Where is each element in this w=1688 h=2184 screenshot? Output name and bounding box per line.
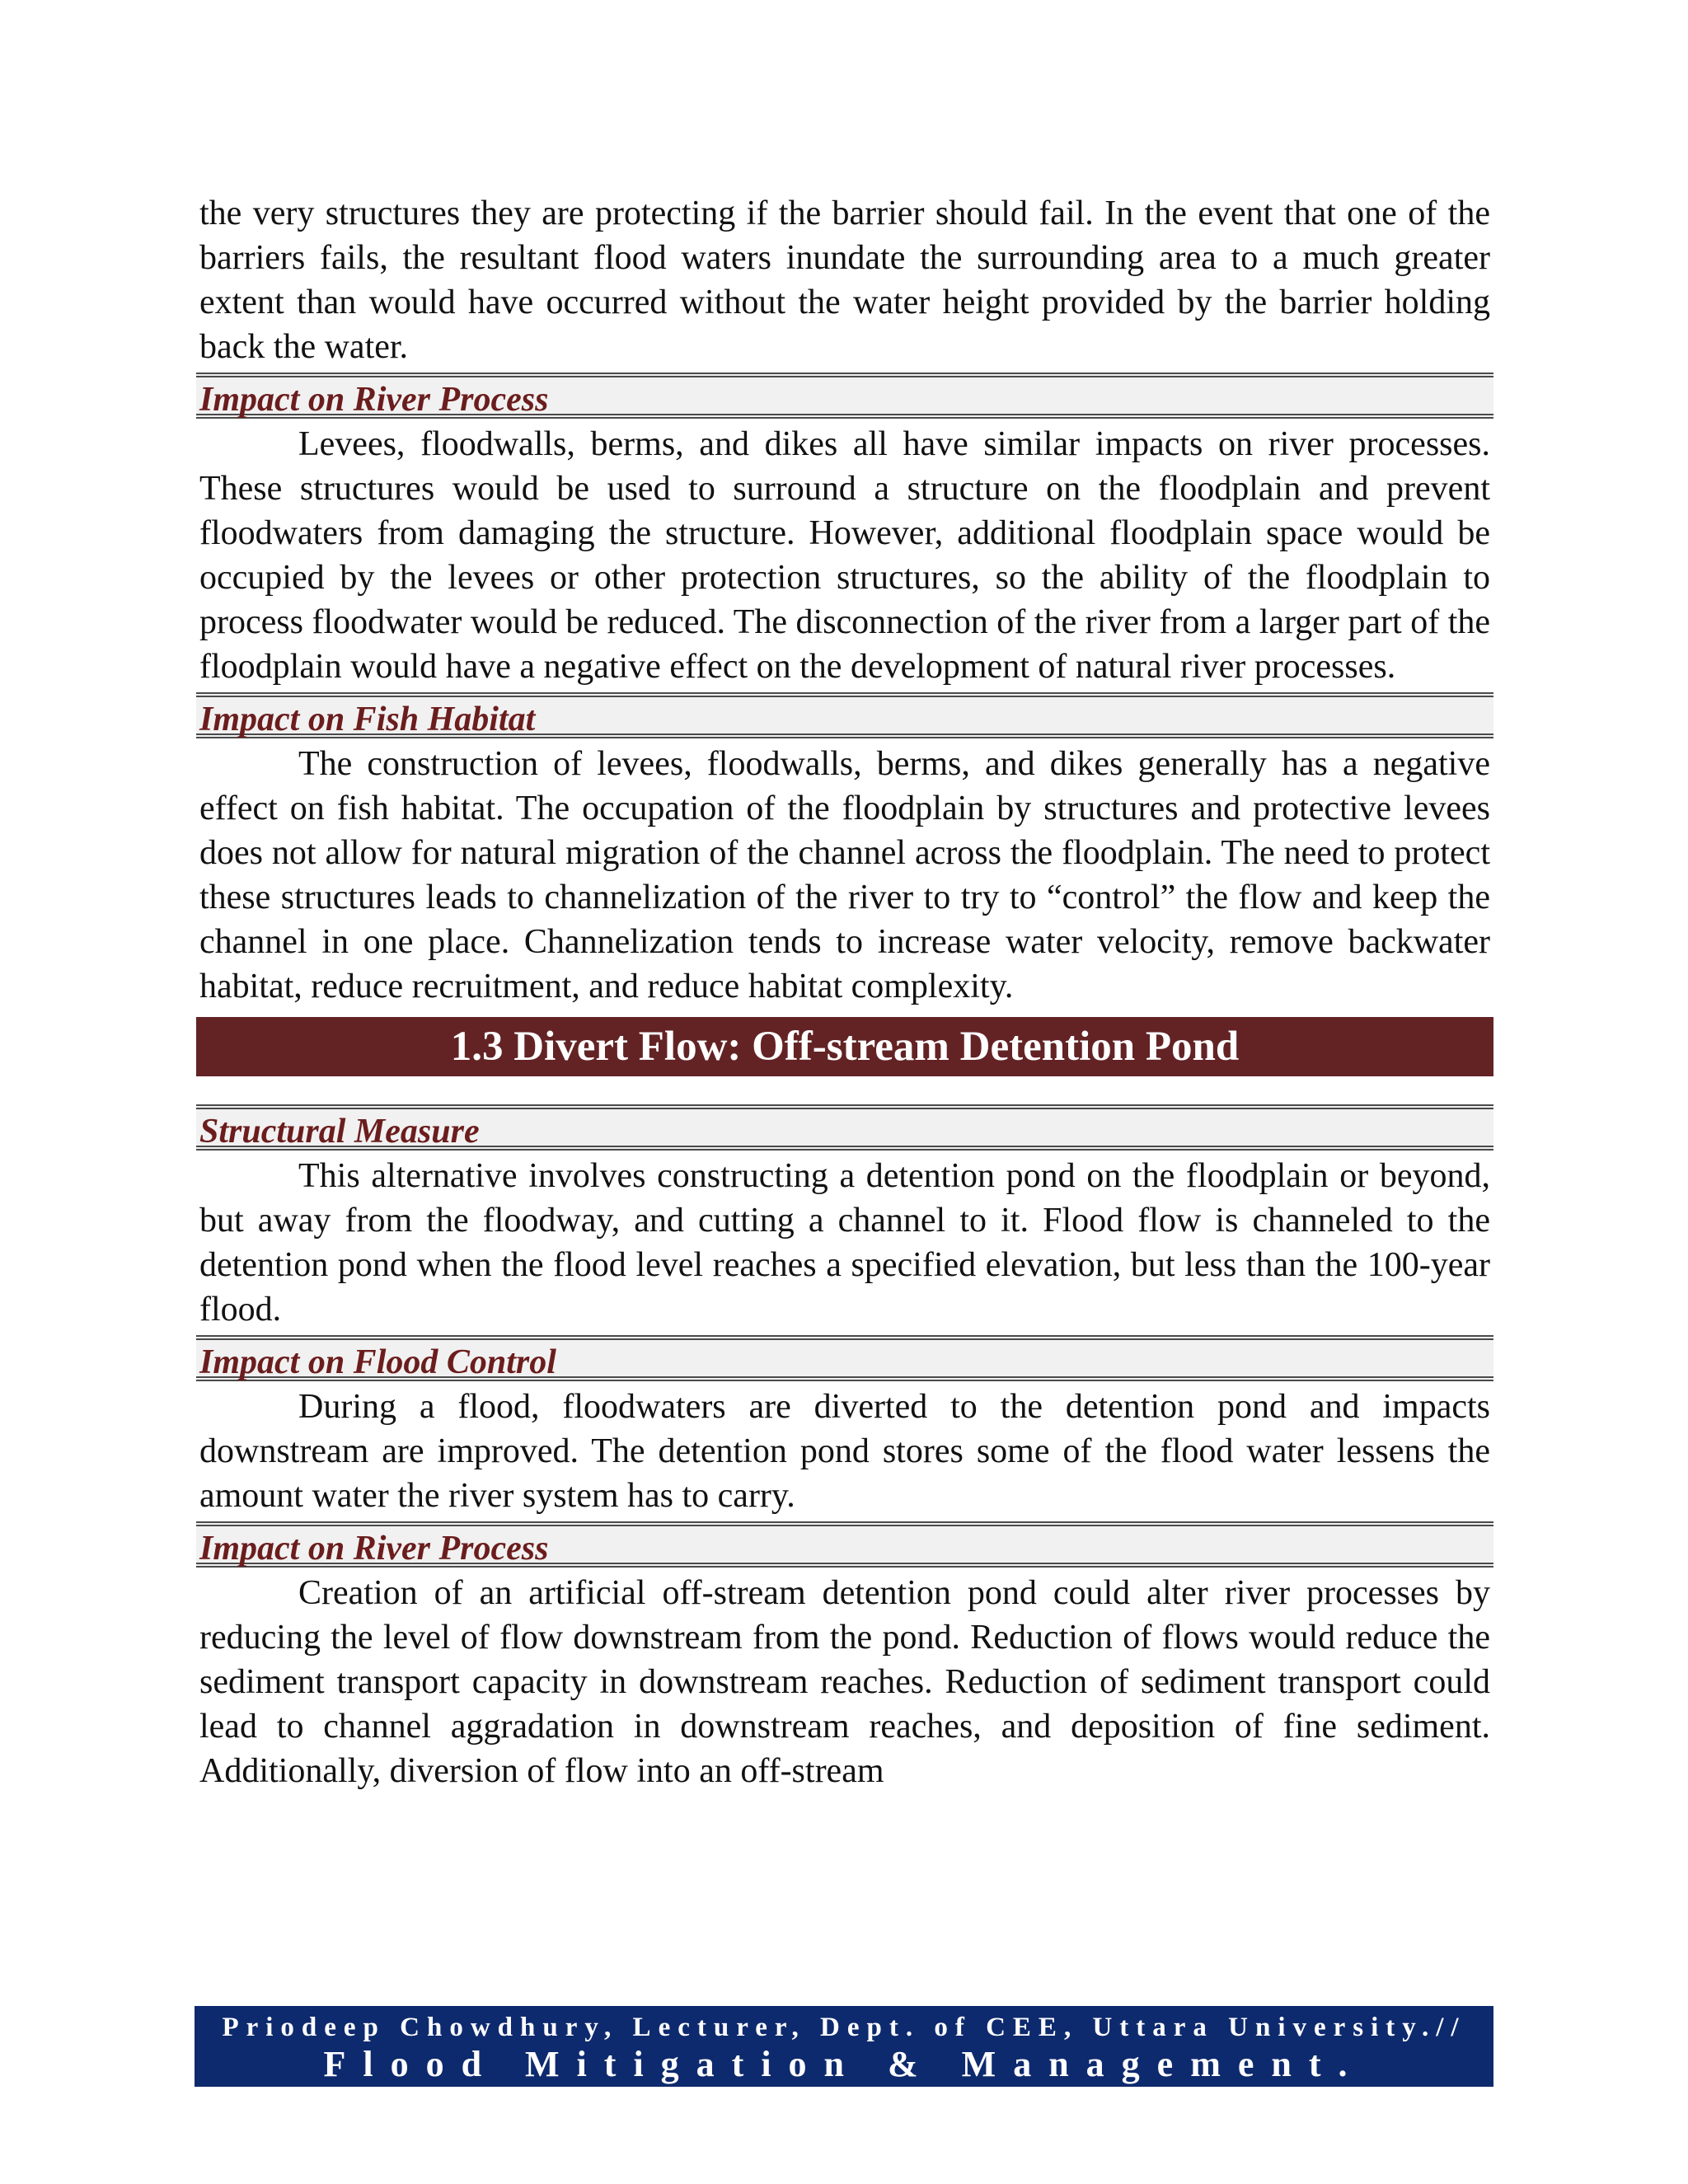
subheading-text: Impact on Fish Habitat <box>199 701 536 738</box>
document-page <box>196 191 1493 1795</box>
intro-paragraph: the very structures they are protecting if the barrier should fail. In the event that one of the barriers fails, the resultant flood waters inundate the surrounding area to a much greater extent than would have occurred without the water height provided by the barrier holding back the water. <box>199 194 1490 366</box>
subheading-impact-river-process-2 <box>196 1521 1493 1568</box>
page-footer <box>195 2006 1493 2087</box>
subheading-text: Impact on River Process <box>199 1530 549 1568</box>
footer-author-line: Priodeep Chowdhury, Lecturer, Dept. of CEE, Uttara University.// <box>222 2013 1466 2042</box>
fish-habitat-paragraph: The construction of levees, floodwalls, berms, and dikes generally has a negative effect on fish habitat. The occupation of the floodplain by structures and protective levees does not allow for natural migration of the channel across the floodplain. The need to protect these structures leads to channelization of the river to try to “control” the flow and keep the channel in one place. Channelization tends to increase water velocity, remove backwater habitat, reduce recruitment, and reduce habitat complexity. <box>199 745 1490 1005</box>
subheading-structural-measure <box>196 1104 1493 1151</box>
subheading-impact-river-process <box>196 373 1493 419</box>
river-process-paragraph-2: Creation of an artificial off-stream detention pond could alter river processes by reducing the level of flow downstream from the pond. Reduction of flows would reduce the sediment transport capacity in downstream reaches. Reduction of sediment transport could lead to channel aggradation in downstream reaches, and deposition of fine sediment. Additionally, diversion of flow into an off-stream <box>199 1574 1490 1790</box>
section-title-bar: 1.3 Divert Flow: Off-stream Detention Pond <box>196 1017 1493 1076</box>
subheading-impact-fish-habitat <box>196 692 1493 738</box>
subheading-impact-flood-control <box>196 1335 1493 1381</box>
flood-control-paragraph: During a flood, floodwaters are diverted to the detention pond and impacts downstream are improved. The detention pond stores some of the flood water lessens the amount water the river system has to carry. <box>199 1388 1490 1515</box>
structural-measure-paragraph: This alternative involves constructing a detention pond on the floodplain or beyond, but away from the floodway, and cutting a channel to it. Flood flow is channeled to the detention pond when the flood level reaches a specified elevation, but less than the 100-year flood. <box>199 1157 1490 1329</box>
subheading-text: Impact on River Process <box>199 381 549 419</box>
footer-course-line: Flood Mitigation & Management. <box>323 2044 1365 2084</box>
subheading-text: Impact on Flood Control <box>199 1343 556 1381</box>
river-process-paragraph: Levees, floodwalls, berms, and dikes all have similar impacts on river processes. These structures would be used to surround a structure on the floodplain and prevent floodwaters from damaging the structure. However, additional floodplain space would be occupied by the levees or other protection structures, so the ability of the floodplain to process floodwater would be reduced. The disconnection of the river from a larger part of the floodplain would have a negative effect on the development of natural river processes. <box>199 425 1490 686</box>
subheading-text: Structural Measure <box>199 1113 480 1151</box>
